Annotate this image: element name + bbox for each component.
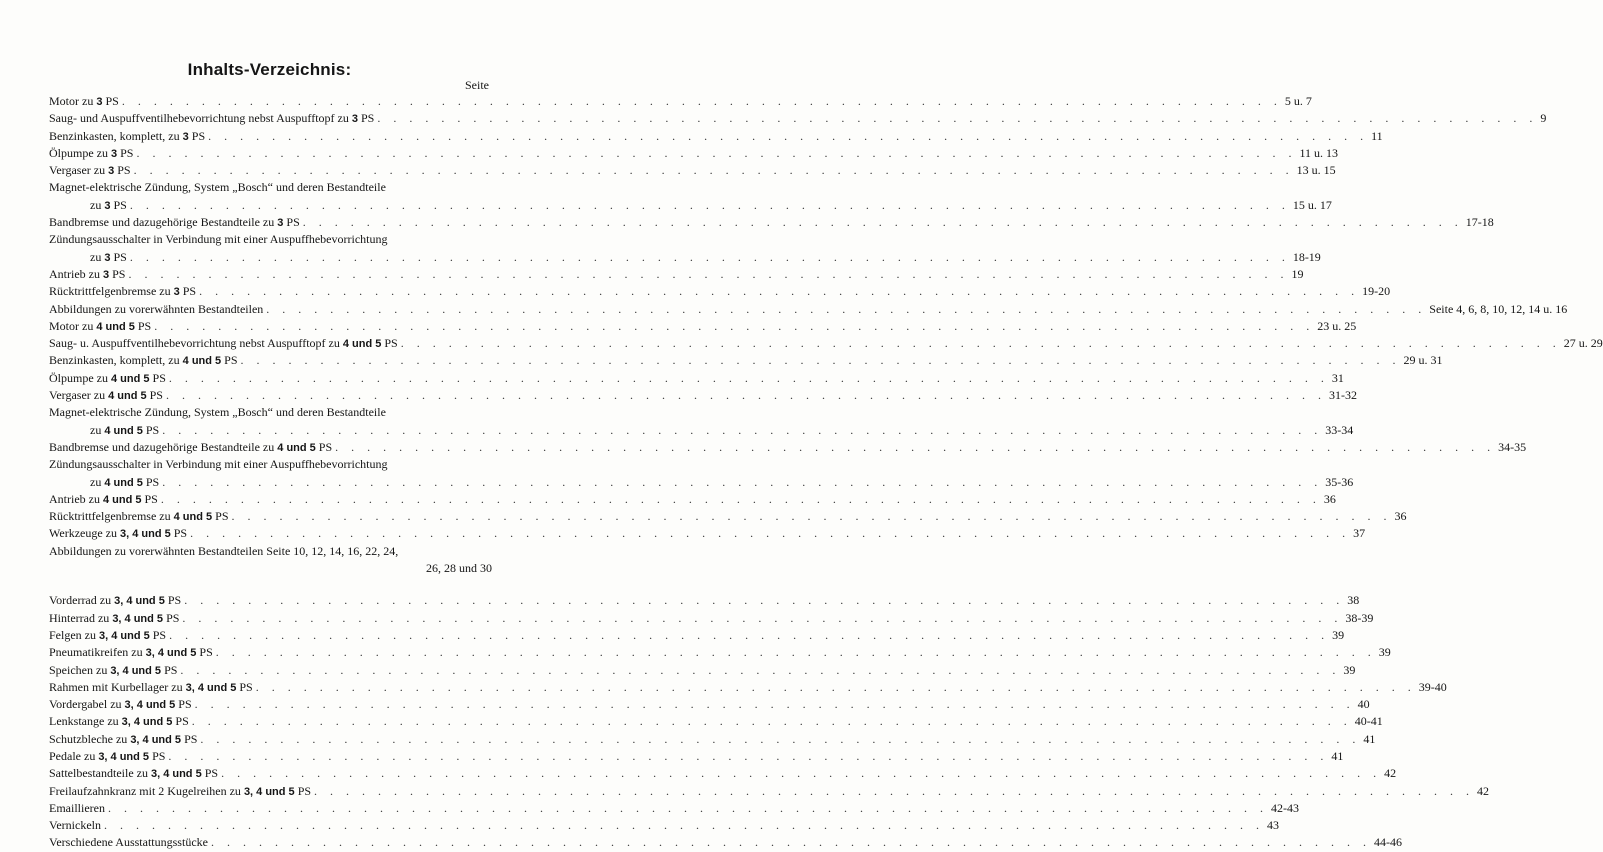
dot-leader (192, 696, 1358, 713)
toc-entry (49, 491, 1336, 508)
dot-leader (159, 422, 1325, 439)
toc-entry (49, 662, 1356, 679)
toc-entry (49, 93, 1312, 110)
toc-entry (49, 560, 492, 577)
toc-entry (49, 800, 1299, 817)
dot-leader (311, 783, 1477, 800)
toc-entry-page: 42 (1384, 766, 1397, 781)
toc-entry (49, 422, 1354, 439)
toc-entry-label: Freilaufzahnkranz mit 2 Kugelreihen zu 3, 4 und 5 PS (49, 783, 312, 798)
toc-entry (49, 627, 1345, 644)
toc-entry-label: Motor zu 4 und 5 PS (49, 318, 152, 333)
toc-entry (49, 301, 1568, 318)
toc-entry-label: zu 3 PS (90, 197, 127, 212)
toc-entry-page: 11 u. 13 (1299, 145, 1339, 160)
toc-entry-page: 26, 28 und 30 (426, 561, 492, 576)
toc-entry (49, 765, 1397, 782)
toc-entry-label: zu 4 und 5 PS (90, 474, 160, 489)
toc-entry (49, 748, 1344, 765)
dot-leader (151, 318, 1317, 335)
toc-entry-page: 19-20 (1362, 284, 1391, 299)
toc-entry-label: Vergaser zu 4 und 5 PS (49, 388, 163, 403)
dot-leader (179, 610, 1345, 627)
toc-entry (49, 834, 1402, 851)
toc-entry (49, 283, 1391, 300)
toc-entry-page: 38-39 (1345, 610, 1374, 625)
toc-entry (49, 128, 1383, 145)
toc-entry-page: 35-36 (1325, 474, 1354, 489)
toc-entry (49, 525, 1366, 542)
toc-entry-page: 23 u. 25 (1317, 318, 1357, 333)
toc-entry (49, 474, 1354, 491)
toc-entry (49, 110, 1547, 127)
toc-entry (49, 352, 1443, 369)
toc-entry (49, 783, 1490, 800)
toc-entry-label: Abbildungen zu vorerwähnten Bestandteilen (49, 301, 264, 316)
dot-leader (187, 525, 1353, 542)
toc-entry-label: Bandbremse und dazugehörige Bestandteile zu 4 und 5 PS (49, 439, 333, 454)
dot-leader (166, 370, 1332, 387)
toc-entry-label: Benzinkasten, komplett, zu 3 PS (49, 128, 206, 143)
dot-leader (177, 662, 1343, 679)
toc-entry-label: Vordergabel zu 3, 4 und 5 PS (49, 697, 192, 712)
toc-entry-label: Ölpumpe zu 3 PS (49, 145, 134, 160)
dot-leader (127, 249, 1293, 266)
toc-entry (49, 231, 492, 248)
toc-entry-label: Verschiedene Ausstattungsstücke (49, 835, 208, 850)
toc-entry-page: 11 (1371, 128, 1383, 143)
toc-entry-label: Saug- u. Auspuffventilhebevorrichtung nebst Auspufftopf zu 4 und 5 PS (49, 336, 398, 351)
toc-entry-label: Magnet-elektrische Zündung, System „Bosch“ und deren Bestandteile (49, 180, 386, 195)
toc-entry-page: 42 (1477, 783, 1490, 798)
toc-entry-page: 44-46 (1373, 835, 1402, 850)
toc-entry (49, 713, 1383, 730)
toc-entry (49, 266, 1304, 283)
dot-leader (101, 817, 1267, 834)
toc-entry (49, 592, 1360, 609)
toc-entry-page: 37 (1353, 526, 1366, 541)
toc-entry-page: 40 (1357, 697, 1370, 712)
dot-leader (127, 197, 1293, 214)
dot-leader (163, 387, 1329, 404)
dot-leader (189, 713, 1355, 730)
toc-entry-label: Rücktrittfelgenbremse zu 3 PS (49, 284, 197, 299)
dot-leader (332, 439, 1498, 456)
toc-entry (49, 644, 1391, 661)
toc-entry-page: 39-40 (1418, 679, 1447, 694)
dot-leader (133, 145, 1299, 162)
toc-entry (49, 197, 1332, 214)
page-title: Inhalts-Verzeichnis: (187, 60, 352, 79)
dot-leader (253, 679, 1419, 696)
toc-entry (49, 387, 1357, 404)
toc-entry-label: zu 3 PS (90, 249, 127, 264)
toc-entry-label: Abbildungen zu vorerwähnten Bestandteilen Seite 10, 12, 14, 16, 22, 24, (49, 543, 399, 558)
toc-entry (49, 370, 1344, 387)
dot-leader (213, 644, 1379, 661)
toc-entry-page: 31 (1331, 370, 1344, 385)
table-of-contents (49, 93, 1603, 852)
toc-entry-page: 36 (1394, 509, 1407, 524)
toc-entry (49, 318, 1357, 335)
toc-entry-page: 18-19 (1292, 249, 1321, 264)
toc-entry-label: Bandbremse und dazugehörige Bestandteile zu 3 PS (49, 215, 300, 230)
toc-entry (49, 817, 1279, 834)
toc-entry-label: Zündungsausschalter in Verbindung mit einer Auspuffhebevorrichtung (49, 232, 388, 247)
toc-entry (49, 439, 1527, 456)
toc-entry-label: Schutzbleche zu 3, 4 und 5 PS (49, 731, 198, 746)
toc-entry-label: Pedale zu 3, 4 und 5 PS (49, 748, 166, 763)
toc-entry-page: 5 u. 7 (1284, 94, 1312, 108)
toc-entry-page: 39 (1332, 627, 1345, 642)
toc-entry-label: Emaillieren (49, 800, 105, 815)
toc-entry (49, 145, 1339, 162)
dot-leader (218, 765, 1384, 782)
toc-entry-page: 38 (1347, 593, 1360, 608)
dot-leader (208, 834, 1374, 851)
dot-leader (196, 283, 1362, 300)
toc-entry-page: 13 u. 15 (1296, 163, 1336, 178)
dot-leader (197, 731, 1363, 748)
dot-leader (229, 508, 1395, 525)
toc-entry (49, 679, 1447, 696)
toc-entry-label: Rahmen mit Kurbellager zu 3, 4 und 5 PS (49, 679, 253, 694)
dot-leader (263, 301, 1429, 318)
toc-entry-label: Werkzeuge zu 3, 4 und 5 PS (49, 526, 188, 541)
dot-leader (374, 110, 1540, 127)
toc-entry-label: Speichen zu 3, 4 und 5 PS (49, 662, 178, 677)
toc-entry-page: 31-32 (1328, 388, 1357, 403)
toc-entry (49, 249, 1321, 266)
dot-leader (119, 93, 1285, 110)
toc-entry-page: 40-41 (1354, 714, 1383, 729)
toc-entry-page: 19 (1291, 266, 1304, 281)
toc-entry-label: Antrieb zu 4 und 5 PS (49, 491, 158, 506)
seite-column-header: Seite (465, 78, 489, 92)
toc-entry (49, 731, 1376, 748)
toc-entry-label: Motor zu 3 PS (49, 94, 119, 108)
toc-entry (49, 179, 492, 196)
toc-entry-page: 34-35 (1498, 439, 1527, 454)
toc-entry (49, 696, 1370, 713)
toc-entry-page: Seite 4, 6, 8, 10, 12, 14 u. 16 (1429, 301, 1568, 316)
dot-leader (398, 335, 1564, 352)
dot-leader (300, 214, 1466, 231)
toc-entry-label: Vergaser zu 3 PS (49, 163, 131, 178)
toc-entry-page: 41 (1363, 731, 1376, 746)
dot-leader (131, 162, 1297, 179)
toc-entry (49, 335, 1603, 352)
toc-entry (49, 404, 492, 421)
toc-entry-label: Lenkstange zu 3, 4 und 5 PS (49, 714, 189, 729)
toc-entry-label: Saug- und Auspuffventilhebevorrichtung nebst Auspufftopf zu 3 PS (49, 111, 375, 126)
toc-entry-label: Pneumatikreifen zu 3, 4 und 5 PS (49, 645, 213, 660)
toc-entry-page: 42-43 (1270, 800, 1299, 815)
toc-entry-page: 43 (1266, 818, 1279, 833)
toc-entry-page: 29 u. 31 (1403, 353, 1443, 368)
dot-leader (181, 592, 1347, 609)
toc-entry-page: 36 (1323, 491, 1336, 506)
toc-entry-label: Vorderrad zu 3, 4 und 5 PS (49, 593, 182, 608)
toc-entry-page: 41 (1331, 748, 1344, 763)
toc-entry-page: 39 (1343, 662, 1356, 677)
dot-leader (158, 491, 1324, 508)
dot-leader (238, 352, 1404, 369)
toc-entry-label: Magnet-elektrische Zündung, System „Bosch“ und deren Bestandteile (49, 405, 386, 420)
toc-entry-label: Benzinkasten, komplett, zu 4 und 5 PS (49, 353, 238, 368)
toc-entry (49, 508, 1407, 525)
dot-leader (205, 128, 1371, 145)
toc-entry-label: Rücktrittfelgenbremse zu 4 und 5 PS (49, 509, 229, 524)
toc-entry (49, 543, 492, 560)
toc-entry-label: Vernickeln (49, 818, 101, 833)
toc-entry-label: Zündungsausschalter in Verbindung mit einer Auspuffhebevorrichtung (49, 457, 388, 472)
toc-entry-label: Antrieb zu 3 PS (49, 266, 126, 281)
toc-entry (49, 214, 1494, 231)
toc-entry-page: 15 u. 17 (1292, 197, 1332, 212)
toc-entry (49, 162, 1336, 179)
dot-leader (105, 800, 1271, 817)
toc-entry-label: zu 4 und 5 PS (90, 422, 160, 437)
toc-entry (49, 456, 492, 473)
toc-entry-page: 39 (1378, 645, 1391, 660)
toc-entry (49, 610, 1374, 627)
dot-leader (159, 474, 1325, 491)
dot-leader (125, 266, 1291, 283)
toc-entry-label: Sattelbestandteile zu 3, 4 und 5 PS (49, 766, 219, 781)
toc-entry-label: Ölpumpe zu 4 und 5 PS (49, 370, 166, 385)
toc-entry-label: Hinterrad zu 3, 4 und 5 PS (49, 610, 180, 625)
dot-leader (166, 627, 1332, 644)
toc-entry-page: 17-18 (1465, 215, 1494, 230)
toc-entry-label: Felgen zu 3, 4 und 5 PS (49, 627, 167, 642)
toc-entry-page: 9 (1540, 111, 1547, 126)
dot-leader (165, 748, 1331, 765)
toc-entry-page: 33-34 (1325, 422, 1354, 437)
toc-entry-page: 27 u. 29 (1563, 336, 1603, 351)
